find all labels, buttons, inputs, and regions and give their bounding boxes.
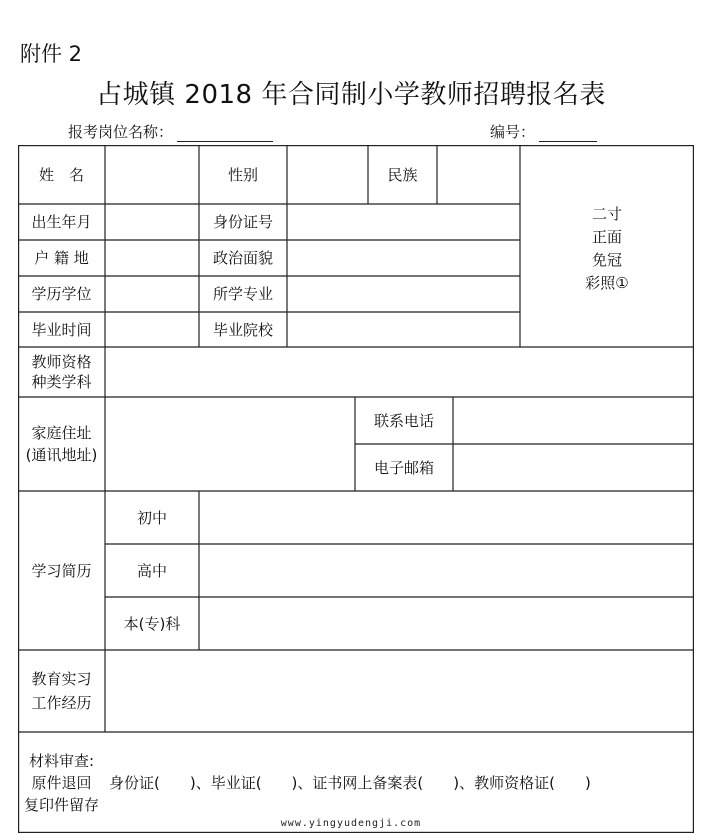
position-label: 报考岗位名称： — [68, 123, 174, 141]
internship-label: 教育实习 工作经历 — [31, 670, 92, 712]
photo-box[interactable]: 二寸 正面 免冠 彩照① — [585, 205, 629, 292]
political-label: 政治面貌 — [212, 249, 273, 267]
ethnicity-label: 民族 — [387, 165, 418, 184]
major-input[interactable] — [287, 276, 520, 312]
teacher-cert-label: 教师资格 种类学科 — [31, 353, 92, 391]
id-number-label: 身份证号 — [212, 213, 273, 231]
phone-input[interactable] — [453, 397, 694, 444]
number-label: 编号： — [490, 123, 536, 141]
college-input[interactable] — [199, 597, 694, 650]
internship-input[interactable] — [105, 650, 694, 732]
education-label: 学历学位 — [31, 285, 92, 303]
name-label: 姓 名 — [38, 165, 84, 184]
form-title: 占城镇 2018 年合同制小学教师招聘报名表 — [96, 80, 606, 110]
registration-form — [18, 145, 694, 833]
birth-input[interactable] — [105, 204, 199, 240]
id-number-input[interactable] — [287, 204, 520, 240]
email-label: 电子邮箱 — [373, 458, 434, 477]
birth-label: 出生年月 — [31, 213, 92, 231]
materials-label: 材料审查: 原件退回 复印件留存 — [23, 751, 99, 814]
gender-input[interactable] — [287, 145, 368, 204]
number-blank[interactable] — [539, 128, 597, 142]
major-label: 所学专业 — [212, 285, 273, 303]
name-input[interactable] — [105, 145, 199, 204]
political-input[interactable] — [287, 240, 520, 276]
watermark-text: www.yingyudengji.com — [280, 818, 422, 829]
college-label: 本(专)科 — [123, 614, 181, 633]
materials-checklist[interactable]: 身份证( )、毕业证( )、证书网上备案表( )、教师资格证( ) — [109, 773, 591, 792]
ethnicity-input[interactable] — [437, 145, 520, 204]
graduation-time-label: 毕业时间 — [31, 320, 92, 339]
graduation-school-label: 毕业院校 — [212, 320, 273, 339]
household-input[interactable] — [105, 240, 199, 276]
address-input[interactable] — [105, 397, 355, 491]
teacher-cert-input[interactable] — [105, 347, 694, 397]
senior-input[interactable] — [199, 544, 694, 597]
address-label: 家庭住址 (通讯地址) — [25, 424, 98, 464]
household-label: 户 籍 地 — [34, 249, 89, 267]
email-input[interactable] — [453, 444, 694, 491]
phone-label: 联系电话 — [373, 411, 434, 430]
study-history-label: 学习简历 — [31, 561, 92, 580]
position-blank[interactable] — [177, 128, 273, 142]
position-field[interactable] — [68, 121, 273, 142]
graduation-time-input[interactable] — [105, 312, 199, 347]
gender-label: 性别 — [227, 165, 258, 184]
number-field[interactable] — [490, 121, 597, 142]
senior-label: 高中 — [136, 561, 167, 580]
junior-label: 初中 — [136, 508, 167, 527]
graduation-school-input[interactable] — [287, 312, 520, 347]
education-input[interactable] — [105, 276, 199, 312]
junior-input[interactable] — [199, 491, 694, 544]
attachment-label: 附件 2 — [20, 42, 83, 66]
